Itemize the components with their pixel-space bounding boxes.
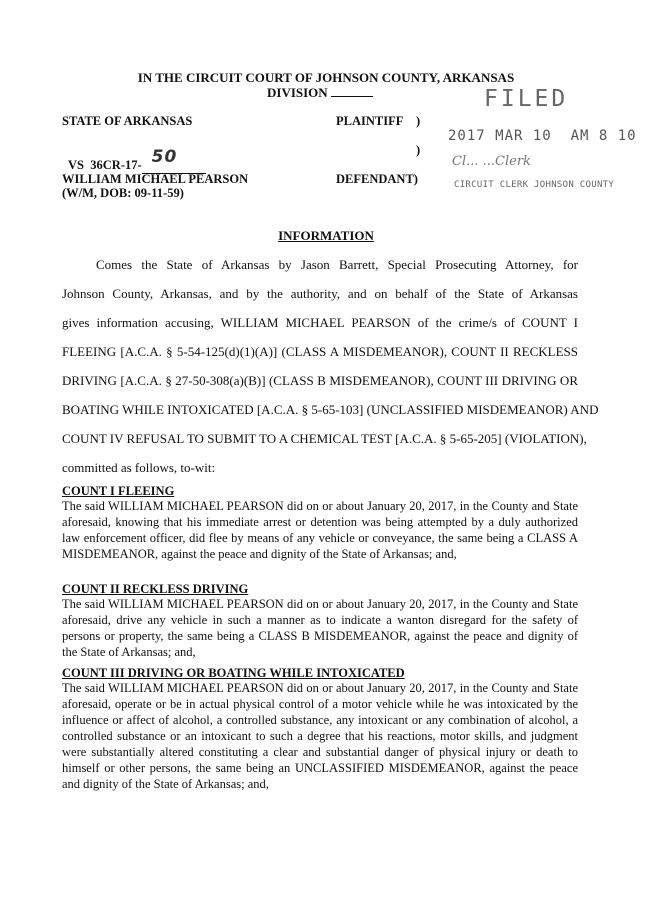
plaintiff-name: STATE OF ARKANSAS: [62, 114, 193, 128]
division-blank: [331, 96, 373, 97]
intro-line: FLEEING [A.C.A. § 5-54-125(d)(1)(A)] (CLASS A MISDEMEANOR), COUNT II RECKLESS: [62, 344, 578, 359]
intro-line: Comes the State of Arkansas by Jason Barrett, Special Prosecuting Attorney, for: [96, 257, 578, 272]
caption-paren-2: ): [416, 143, 421, 157]
court-heading: IN THE CIRCUIT COURT OF JOHNSON COUNTY, ARKANSAS: [137, 70, 515, 85]
intro-line: gives information accusing, WILLIAM MICHAEL PEARSON of the crime/s of COUNT I: [62, 315, 578, 330]
caption-paren-1: ): [416, 114, 421, 128]
count-2-heading: COUNT II RECKLESS DRIVING: [62, 582, 249, 596]
defendant-role: DEFENDANT): [336, 172, 418, 186]
case-number-line: [62, 143, 206, 174]
clerk-signature: Cl... ...Clerk: [452, 154, 531, 169]
filed-stamp-title: FILED: [484, 86, 569, 112]
case-number-handwritten: 50: [151, 147, 178, 167]
count-1-heading: COUNT I FLEEING: [62, 484, 175, 498]
defendant-name: WILLIAM MICHAEL PEARSON: [62, 172, 249, 186]
count-2-text: The said WILLIAM MICHAEL PEARSON did on or about January 20, 2017, in the County and State aforesaid, drive any vehicle in such a manner as to indicate a wanton disregard for the safety of persons or property, the same being a CLASS B MISDEMEANOR, against the peace and dignity of the State of Arkansas; and,: [62, 597, 578, 659]
intro-line: COUNT IV REFUSAL TO SUBMIT TO A CHEMICAL TEST [A.C.A. § 5-65-205] (VIOLATION),: [62, 431, 587, 446]
intro-line: committed as follows, to-wit:: [62, 460, 216, 475]
intro-line: Johnson County, Arkansas, and by the authority, and on behalf of the State of Arkansas: [62, 286, 578, 301]
plaintiff-role: PLAINTIFF: [336, 114, 404, 128]
defendant-info: (W/M, DOB: 09-11-59): [62, 186, 184, 200]
count-1-text: The said WILLIAM MICHAEL PEARSON did on or about January 20, 2017, in the County and State aforesaid, knowing that his immediate arrest or detention was being attempted by a duly authorized law enforcement officer, did flee by means of any vehicle or conveyance, the same being a CLASS A MISDEMEANOR, against the peace and dignity of the State of Arkansas; and,: [62, 499, 578, 561]
case-prefix: VS 36CR-17-: [68, 158, 142, 172]
division-line: [267, 85, 373, 101]
document-title: INFORMATION: [278, 228, 374, 243]
intro-line: BOATING WHILE INTOXICATED [A.C.A. § 5-65-103] (UNCLASSIFIED MISDEMEANOR) AND: [62, 402, 599, 417]
division-label: DIVISION: [267, 85, 328, 100]
intro-line: DRIVING [A.C.A. § 27-50-308(a)(B)] (CLASS B MISDEMEANOR), COUNT III DRIVING OR: [62, 373, 578, 388]
count-3-text: The said WILLIAM MICHAEL PEARSON did on or about January 20, 2017, in the County and State aforesaid, operate or be in actual physical control of a motor vehicle while he was intoxicated by the influence or affect of alcohol, a controlled substance, any intoxicant or any combination of alcohol, a controlled substance or an intoxicant to such a degree that his reactions, motor skills, and judgment were substantially altered constituting a clear and substantial danger of physical injury or death to himself or other persons, the same being an UNCLASSIFIED MISDEMEANOR, against the peace and dignity of the State of Arkansas; and,: [62, 681, 578, 791]
count-3-heading: COUNT III DRIVING OR BOATING WHILE INTOXICATED: [62, 666, 405, 680]
filed-stamp-county: CIRCUIT CLERK JOHNSON COUNTY: [454, 180, 615, 190]
filed-stamp-date: 2017 MAR 10 AM 8 10: [448, 128, 637, 144]
